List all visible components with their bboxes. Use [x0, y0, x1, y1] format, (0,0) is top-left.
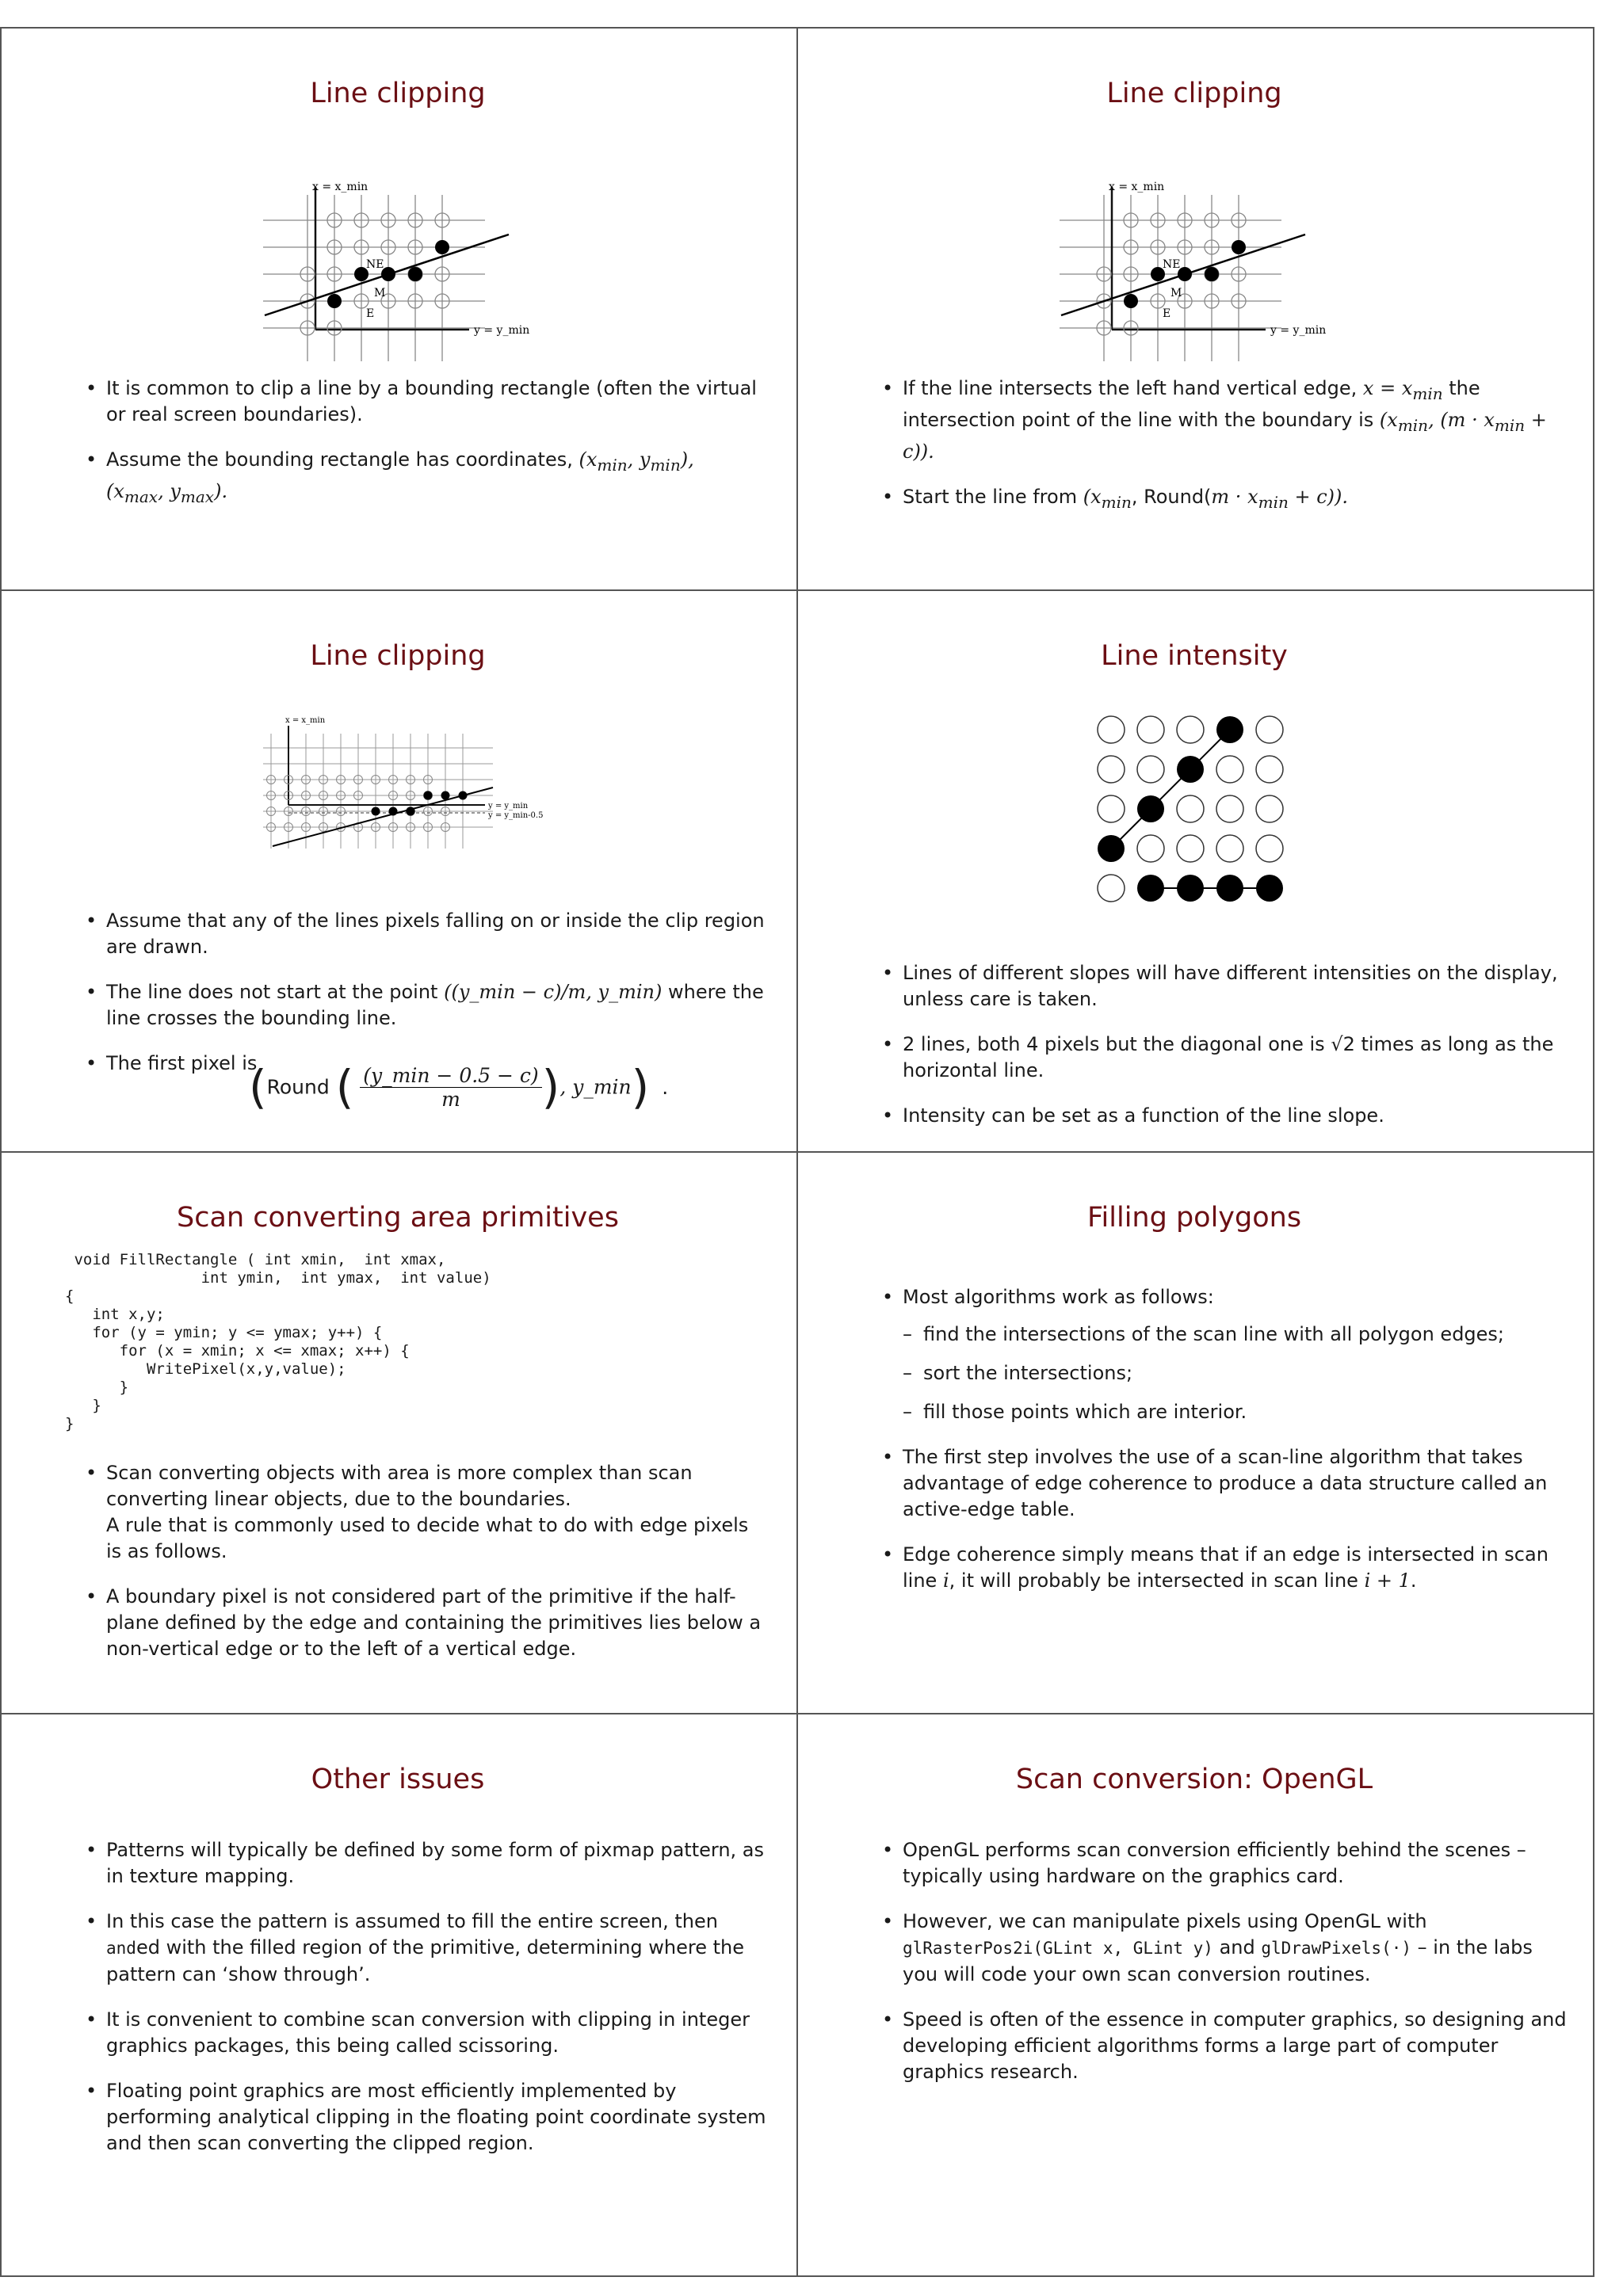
slide-scan-converting-area	[2, 1153, 794, 1714]
slide-title: Scan converting area primitives	[177, 1202, 619, 1234]
slide-line-intensity	[798, 591, 1591, 1152]
xmin-label: x = x_min	[1109, 181, 1165, 193]
bullet: • Most algorithms work as follows:	[882, 1284, 1571, 1310]
bullet: • Edge coherence simply means that if an edge is intersected in scan line i, it will probably be intersected in scan line i + 1.	[882, 1542, 1571, 1594]
ymin-label: y = y_min	[474, 324, 530, 337]
first-pixel-formula: (Round ( (y_min − 0.5 − c) m ), y_min) .	[249, 1060, 669, 1114]
bullet: • Scan converting objects with area is more complex than scan converting linear objects, due to the boundaries. A rule that is commonly used to decide what to do with edge pixels is as follows.	[86, 1460, 767, 1565]
ne-label: NE	[1163, 258, 1181, 271]
clipping-grid-figure-2	[255, 710, 556, 860]
slide-line-clipping-2	[798, 29, 1591, 589]
bullet: • A boundary pixel is not considered part of the primitive if the half-plane defined by the edge and containing the primitives lies below a non-vertical edge or to the left of a vertical edge.	[86, 1584, 767, 1662]
bullet: • Assume that any of the lines pixels falling on or inside the clip region are drawn.	[86, 908, 767, 960]
slide-title: Line clipping	[310, 640, 486, 672]
slide-title: Other issues	[311, 1764, 485, 1795]
slide-title: Filling polygons	[1086, 1202, 1302, 1234]
bullet: • It is common to clip a line by a bounding rectangle (often the virtual or real screen boundaries).	[86, 376, 767, 428]
ymin-half-label: y = y_min-0.5	[488, 811, 544, 820]
bullet: • Speed is often of the essence in computer graphics, so designing and developing efficient algorithms forms a large part of computer graphics research.	[882, 2007, 1571, 2085]
bullet: • The first step involves the use of a scan-line algorithm that takes advantage of edge coherence to produce a data structure called an active-edge table.	[882, 1444, 1571, 1523]
bullet: • Assume the bounding rectangle has coordinates, ($x_{min}$, $y_{min}$), ($x_{max}$, $y_{max}$).	[86, 447, 767, 510]
bullet: • Patterns will typically be defined by some form of pixmap pattern, as in texture mapping.	[86, 1837, 767, 1890]
e-label: E	[366, 307, 375, 320]
slide-title: Line intensity	[1101, 640, 1288, 672]
fill-rectangle-code: void FillRectangle ( int xmin, int xmax, int ymin, int ymax, int value) { int x,y; for (y = ymin; y <= ymax; y++) { for (x = xmin; x <= xmax; x++) { WritePixel(x,y,value); } } }	[65, 1251, 491, 1432]
bullet: • Intensity can be set as a function of the line slope.	[882, 1103, 1571, 1129]
bullet: • The line does not start at the point ((y_min − c)/m, y_min) where the line crosses the bounding line.	[86, 979, 767, 1032]
slide-grid	[0, 27, 1594, 2277]
slide-title: Line clipping	[1106, 78, 1282, 109]
slide-filling-polygons	[798, 1153, 1591, 1714]
bullet: • Floating point graphics are most efficiently implemented by performing analytical clipping in the floating point coordinate system and then scan converting the clipped region.	[86, 2078, 767, 2157]
e-label: E	[1163, 307, 1171, 320]
bullet: • The first pixel is	[86, 1051, 767, 1077]
sub-bullet: – fill those points which are interior.	[903, 1399, 1571, 1425]
bullet: • In this case the pattern is assumed to fill the entire screen, then anded with the filled region of the primitive, determining where the pattern can ‘show through’.	[86, 1909, 767, 1988]
bullet: • It is convenient to combine scan conversion with clipping in integer graphics packages, this being called scissoring.	[86, 2007, 767, 2059]
slide-line-clipping-1	[2, 29, 794, 589]
bullet: • However, we can manipulate pixels using OpenGL with glRasterPos2i(GLint x, GLint y) and glDrawPixels(·) – in the labs you will code your own scan conversion routines.	[882, 1909, 1571, 1988]
bullet: • Lines of different slopes will have different intensities on the display, unless care is taken.	[882, 960, 1571, 1013]
slide-other-issues	[2, 1714, 794, 2275]
slide-title: Scan conversion: OpenGL	[1015, 1764, 1373, 1795]
m-label: M	[1170, 287, 1182, 299]
xmin-label: x = x_min	[285, 716, 326, 725]
bullet: • 2 lines, both 4 pixels but the diagonal one is √2 times as long as the horizontal line.	[882, 1032, 1571, 1084]
m-label: M	[374, 287, 386, 299]
bullet: • Start the line from ($x_{min}$, Round(m · $x_{min} + c$)).	[882, 484, 1564, 516]
ne-label: NE	[366, 258, 384, 271]
xmin-label: x = x_min	[312, 181, 369, 193]
intensity-pixel-figure	[1091, 710, 1297, 916]
slide-scan-conversion-opengl	[798, 1714, 1591, 2275]
clipping-grid-figure	[255, 147, 556, 361]
bullet: • If the line intersects the left hand vertical edge, $x = x_{min}$ the intersection point of the line with the boundary is ($x_{min}$, $(m \cdot x_{min} + c)$).	[882, 376, 1564, 465]
sub-bullet: – find the intersections of the scan line with all polygon edges;	[903, 1322, 1571, 1348]
ymin-label: y = y_min	[488, 802, 529, 810]
bullet: • OpenGL performs scan conversion efficiently behind the scenes – typically using hardware on the graphics card.	[882, 1837, 1571, 1890]
clipping-grid-figure	[1052, 147, 1353, 361]
sub-bullet: – sort the intersections;	[903, 1360, 1571, 1386]
slide-line-clipping-3	[2, 591, 794, 1152]
ymin-label: y = y_min	[1270, 324, 1327, 337]
slide-title: Line clipping	[310, 78, 486, 109]
